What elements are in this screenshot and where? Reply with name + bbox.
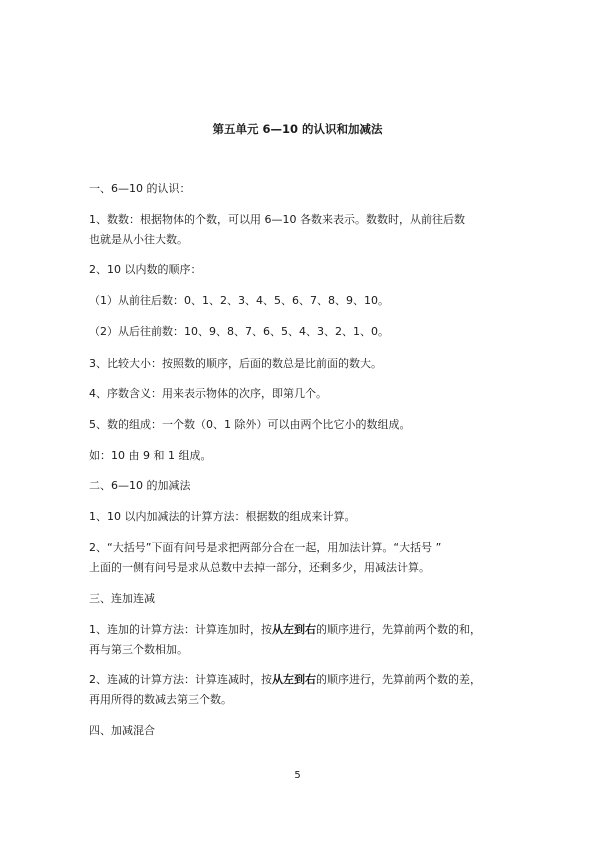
- paragraph-example: 如：10 由 9 和 1 组成。: [89, 449, 212, 462]
- paragraph-consecutive-add-cont: 再与第三个数相加。: [89, 643, 188, 656]
- text-run: 1、连加的计算方法：计算连加时，按: [89, 623, 272, 636]
- paragraph-brace-cont: 上面的一侧有问号是求从总数中去掉一部分，还剩多少，用减法计算。: [89, 561, 430, 574]
- paragraph-ordinal: 4、序数含义：用来表示物体的次序，即第几个。: [89, 387, 327, 400]
- paragraph-brace: 2、“大括号”下面有问号是求把两部分合在一起，用加法计算。“大括号 ”: [89, 541, 442, 554]
- paragraph-counting: 1、数数：根据物体的个数，可以用 6—10 各数来表示。数数时，从前往后数: [89, 213, 465, 226]
- paragraph-order: 2、10 以内数的顺序：: [89, 263, 202, 276]
- paragraph-counting-cont: 也就是从小往大数。: [89, 233, 188, 246]
- text-run: 的顺序进行，先算前两个数的和，: [316, 623, 481, 636]
- paragraph-consecutive-sub-cont: 再用所得的数减去第三个数。: [89, 693, 232, 706]
- text-run: 2、连减的计算方法：计算连减时，按: [89, 673, 272, 686]
- paragraph-composition: 5、数的组成：一个数（0、1 除外）可以由两个比它小的数组成。: [89, 418, 411, 431]
- text-run: 的顺序进行，先算前两个数的差，: [316, 673, 481, 686]
- paragraph-compare: 3、比较大小：按照数的顺序，后面的数总是比前面的数大。: [89, 357, 382, 370]
- page-number: 5: [294, 770, 301, 781]
- list-item-forward: （1）从前往后数：0、1、2、3、4、5、6、7、8、9、10。: [89, 294, 389, 307]
- paragraph-method: 1、10 以内加减法的计算方法：根据数的组成来计算。: [89, 510, 356, 523]
- paragraph-consecutive-add: [89, 622, 519, 638]
- page-title: 第五单元 6—10 的认识和加减法: [212, 122, 383, 136]
- section-heading-4: 四、加减混合: [89, 724, 155, 737]
- list-item-backward: （2）从后往前数：10、9、8、7、6、5、4、3、2、1、0。: [89, 325, 389, 338]
- emphasis-left-to-right: 从左到右: [272, 623, 316, 636]
- paragraph-consecutive-sub: [89, 672, 519, 688]
- emphasis-left-to-right: 从左到右: [272, 673, 316, 686]
- section-heading-2: 二、6—10 的加减法: [89, 479, 191, 492]
- section-heading-3: 三、连加连减: [89, 592, 155, 605]
- section-heading-1: 一、6—10 的认识：: [89, 182, 191, 195]
